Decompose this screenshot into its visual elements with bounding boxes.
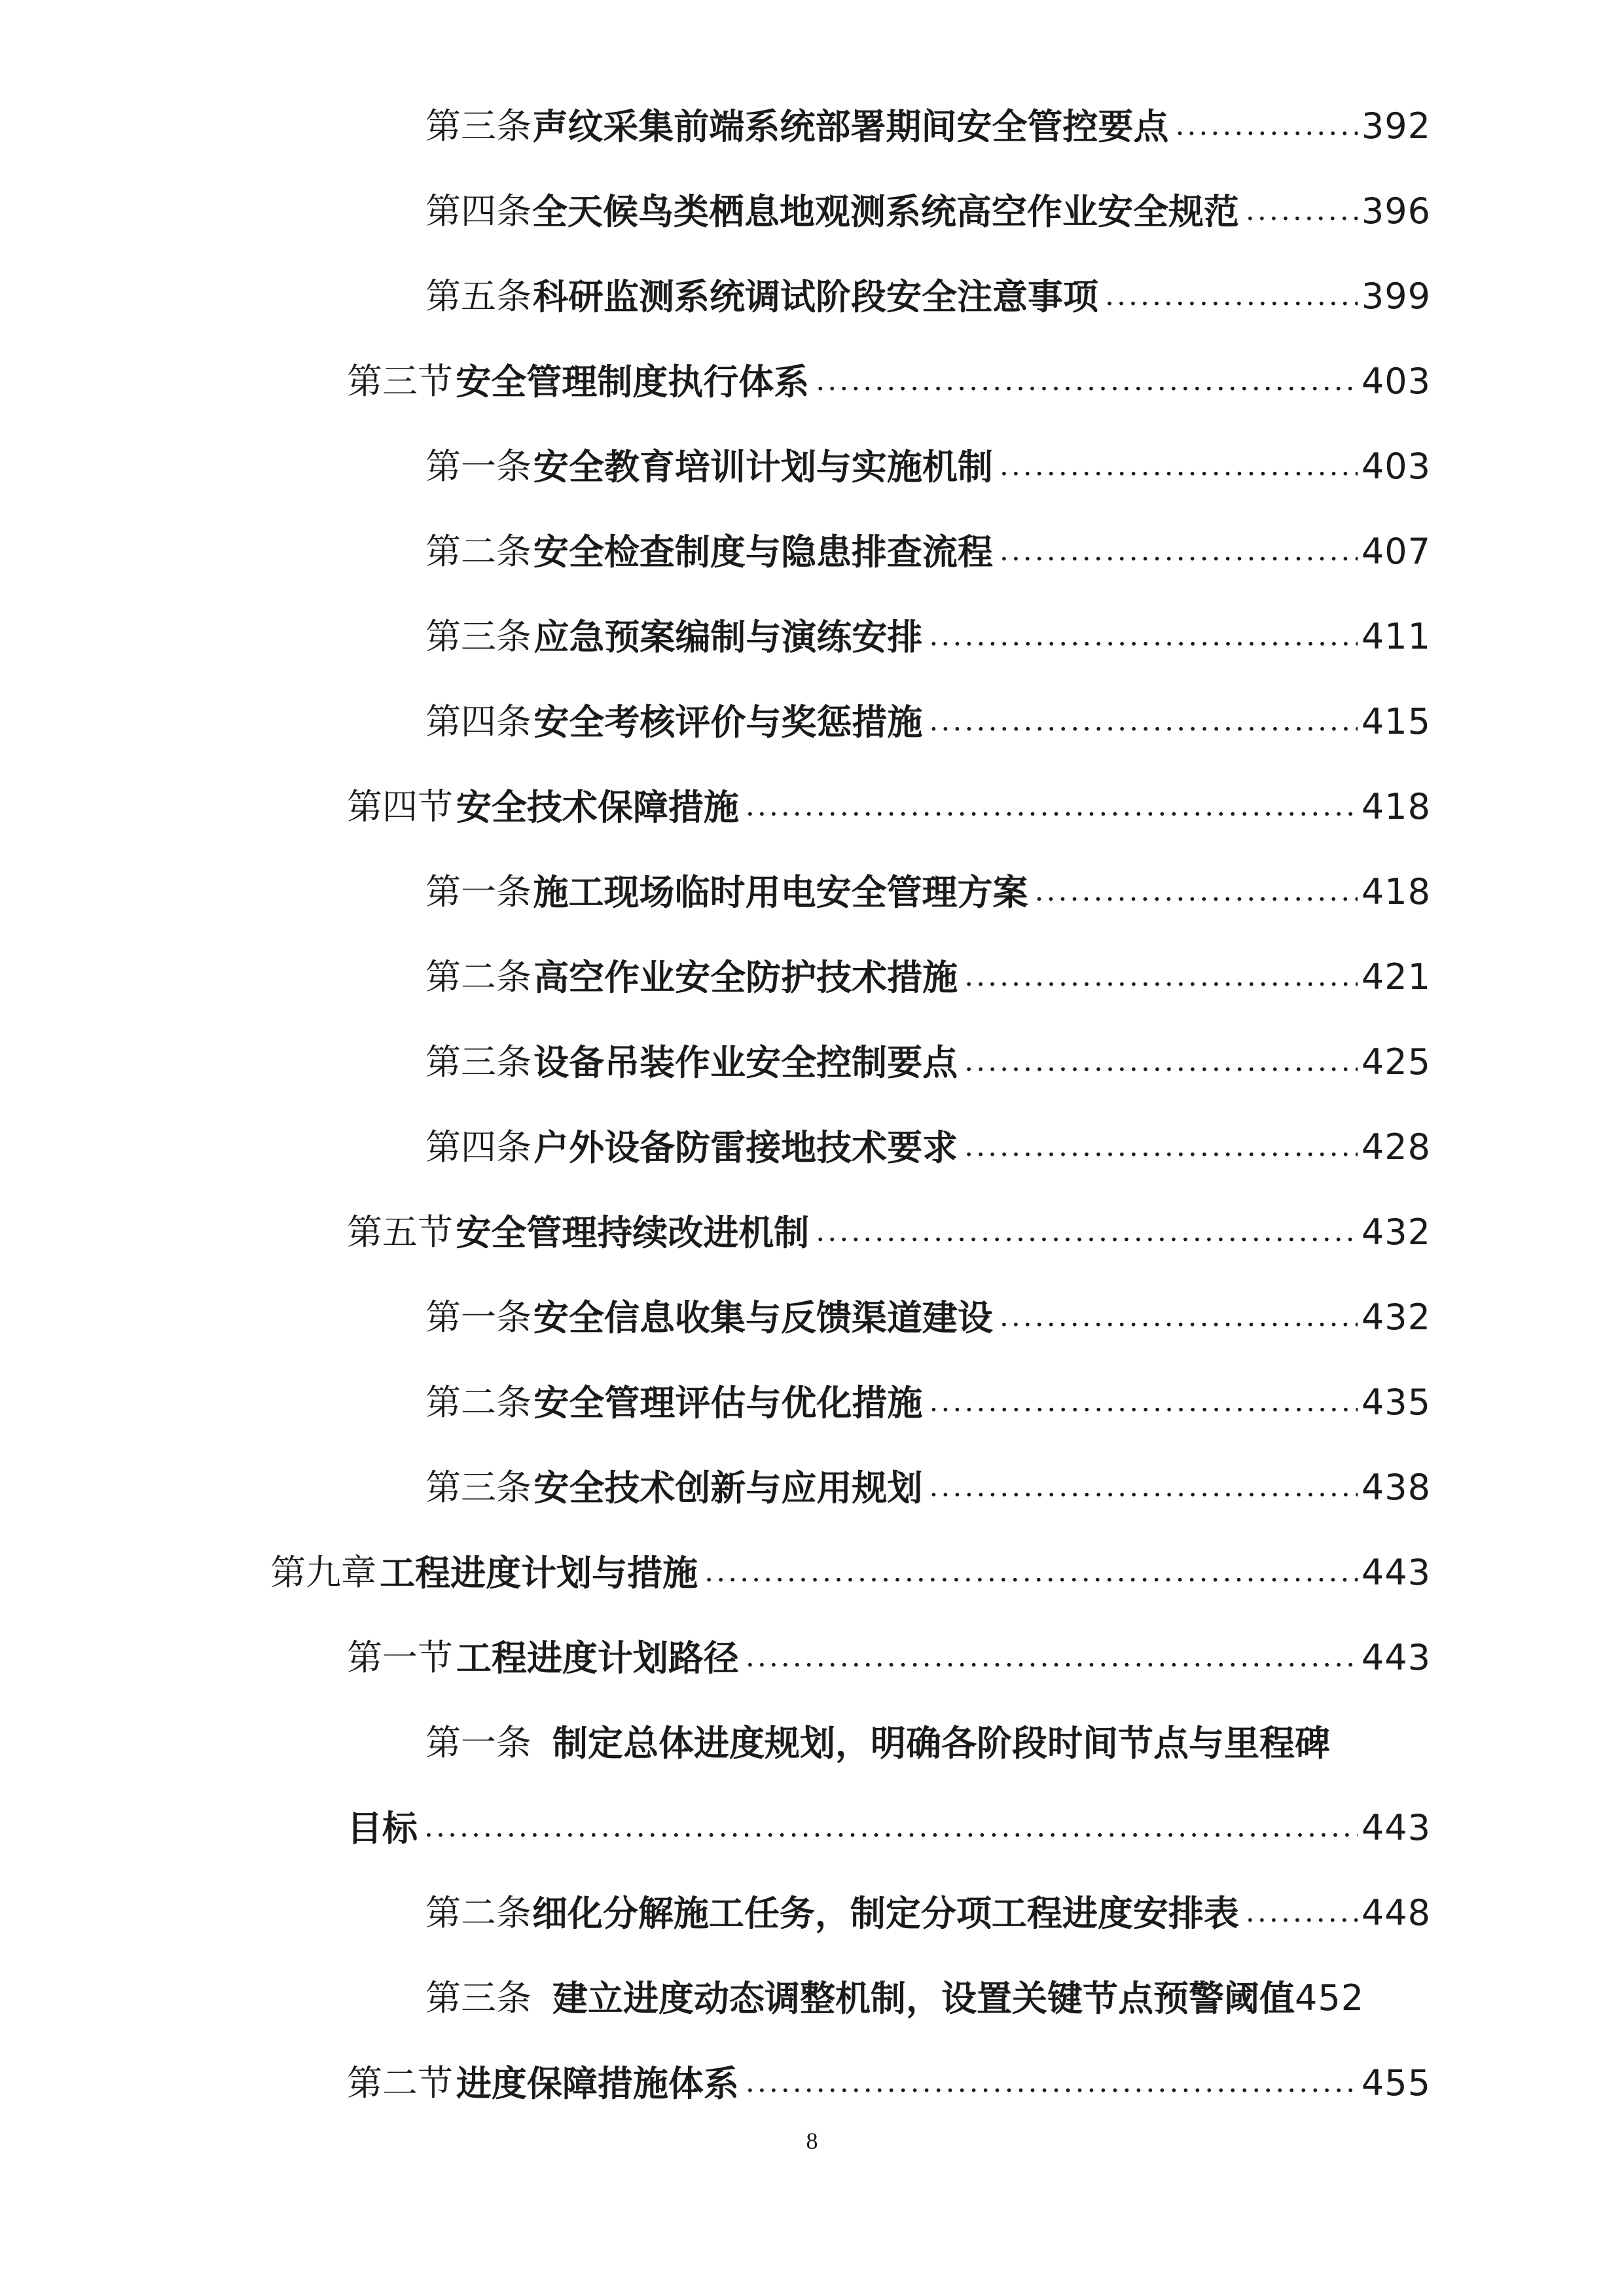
toc-entry-number: 第三条 <box>425 1467 532 1508</box>
toc-entry-page: 435 <box>1361 1382 1431 1423</box>
toc-entry-title: 安全考核评价与奖惩措施 <box>533 701 923 743</box>
toc-entry-page: 443 <box>1361 1552 1431 1593</box>
toc-entry-number: 第三节 <box>347 361 453 402</box>
toc-entry-number: 第一条 <box>425 446 532 487</box>
toc-entry-number: 第一条 <box>425 871 532 912</box>
toc-entry-page: 432 <box>1361 1211 1431 1253</box>
toc-entry-title: 全天候鸟类栖息地观测系统高空作业安全规范 <box>532 190 1239 232</box>
toc-entry[interactable] <box>425 1944 1431 2019</box>
toc-entry-title-continued: 目标 <box>347 1807 418 1849</box>
toc-entry[interactable] <box>425 923 1431 998</box>
toc-entry[interactable] <box>347 1178 1431 1253</box>
toc-entry-title: 施工现场临时用电安全管理方案 <box>533 871 1028 913</box>
dot-leader <box>746 792 1358 821</box>
toc-entry-page: 443 <box>1361 1637 1431 1678</box>
toc-entry-page: 432 <box>1361 1297 1431 1338</box>
toc-entry[interactable] <box>425 583 1431 658</box>
toc-entry[interactable] <box>425 157 1431 232</box>
toc-entry-number: 第四条 <box>425 1126 532 1168</box>
dot-leader <box>929 1388 1358 1416</box>
toc-entry-page: 403 <box>1361 446 1431 487</box>
toc-entry[interactable] <box>425 1859 1431 1934</box>
toc-entry-title: 安全信息收集与反馈渠道建设 <box>533 1297 993 1338</box>
toc-entry[interactable] <box>425 838 1431 913</box>
toc-entry[interactable] <box>425 242 1431 317</box>
dot-leader <box>1246 196 1358 225</box>
dot-leader <box>746 1643 1358 1672</box>
toc-entry[interactable] <box>347 2029 1431 2104</box>
toc-entry-title: 工程进度计划与措施 <box>380 1552 698 1594</box>
dot-leader <box>1000 537 1358 565</box>
toc-entry-page: 438 <box>1361 1467 1431 1508</box>
dot-leader <box>929 707 1358 736</box>
toc-entry-page: 418 <box>1361 786 1431 827</box>
toc-entry-number: 第四条 <box>425 701 532 742</box>
dot-leader <box>1246 1898 1358 1927</box>
toc-entry-number: 第一条 <box>425 1722 532 1763</box>
toc-entry-number: 第五条 <box>425 276 532 317</box>
toc-entry-page: 425 <box>1361 1041 1431 1083</box>
dot-leader <box>964 1132 1358 1161</box>
toc-entry-number: 第四节 <box>347 786 453 827</box>
toc-entry-title: 制定总体进度规划，明确各阶段时间节点与里程碑 <box>552 1722 1330 1764</box>
toc-entry-title: 安全技术创新与应用规划 <box>533 1467 923 1509</box>
page-number: 8 <box>806 2128 818 2154</box>
toc-entry[interactable] <box>270 1518 1431 1594</box>
toc-entry-page: 411 <box>1361 616 1431 657</box>
toc-entry-number: 第四条 <box>425 190 532 232</box>
toc-entry[interactable] <box>425 1348 1431 1424</box>
toc-entry-page: 418 <box>1361 871 1431 912</box>
toc-entry-page: 403 <box>1361 361 1431 402</box>
toc-entry-number: 第二节 <box>347 2062 453 2104</box>
dot-leader <box>1105 281 1358 310</box>
dot-leader <box>1175 111 1357 140</box>
toc-entry[interactable] <box>425 497 1431 573</box>
toc-entry-title: 细化分解施工任务，制定分项工程进度安排表 <box>532 1892 1239 1934</box>
toc-entry-page: 443 <box>1361 1807 1431 1848</box>
toc-entry[interactable] <box>425 1093 1431 1168</box>
dot-leader <box>929 1473 1358 1501</box>
dot-leader <box>929 622 1358 651</box>
dot-leader <box>424 1813 1358 1842</box>
dot-leader <box>1035 877 1358 906</box>
dot-leader <box>746 2068 1358 2097</box>
toc-entry-number: 第一节 <box>347 1637 453 1678</box>
dot-leader <box>964 962 1358 991</box>
toc-entry-page: 452 <box>1295 1977 1365 2018</box>
toc-entry-number: 第三条 <box>425 616 532 657</box>
toc-entry[interactable] <box>347 327 1431 403</box>
toc-entry[interactable] <box>347 1604 1431 1679</box>
toc-entry-title: 声纹采集前端系统部署期间安全管控要点 <box>532 105 1169 147</box>
toc-entry-number: 第一条 <box>425 1297 532 1338</box>
toc-entry[interactable] <box>347 753 1431 828</box>
toc-entry-number: 第三条 <box>425 105 532 147</box>
toc-entry-wrapped-line2[interactable] <box>347 1774 1431 1849</box>
toc-entry-page: 399 <box>1361 276 1431 317</box>
dot-leader <box>816 1217 1358 1246</box>
toc-entry-page: 428 <box>1361 1126 1431 1168</box>
dot-leader <box>704 1558 1358 1587</box>
toc-entry-number: 第五节 <box>347 1211 453 1253</box>
toc-entry-page: 415 <box>1361 701 1431 742</box>
dot-leader <box>1000 1302 1358 1331</box>
toc-entry[interactable] <box>425 1263 1431 1338</box>
toc-entry[interactable] <box>425 668 1431 743</box>
toc-entry-title: 进度保障措施体系 <box>456 2062 739 2104</box>
toc-entry-title: 建立进度动态调整机制，设置关键节点预警阈值 <box>552 1977 1295 2019</box>
toc-entry-title: 安全教育培训计划与实施机制 <box>533 446 993 488</box>
toc-entry-title: 安全管理持续改进机制 <box>456 1211 810 1253</box>
toc-entry-title: 户外设备防雷接地技术要求 <box>533 1126 958 1168</box>
toc-entry-title: 安全技术保障措施 <box>456 786 739 828</box>
toc-entry-wrapped-line1[interactable] <box>425 1689 1330 1764</box>
toc-entry-title: 科研监测系统调试阶段安全注意事项 <box>533 276 1098 317</box>
toc-entry-title: 安全管理制度执行体系 <box>456 361 810 403</box>
toc-entry-number: 第二条 <box>425 1892 532 1933</box>
toc-entry-title: 应急预案编制与演练安排 <box>533 616 923 658</box>
toc-entry-page: 407 <box>1361 531 1431 572</box>
toc-entry[interactable] <box>425 412 1431 488</box>
toc-entry-number: 第三条 <box>425 1977 532 2018</box>
dot-leader <box>1000 452 1358 480</box>
dot-leader <box>964 1047 1358 1076</box>
toc-entry-page: 448 <box>1361 1892 1431 1933</box>
toc-entry[interactable] <box>425 1008 1431 1083</box>
toc-entry[interactable] <box>425 1433 1431 1509</box>
toc-entry-page: 421 <box>1361 956 1431 997</box>
toc-entry-title: 安全检查制度与隐患排查流程 <box>533 531 993 573</box>
toc-entry-title: 安全管理评估与优化措施 <box>533 1382 923 1424</box>
toc-entry-number: 第九章 <box>270 1552 376 1593</box>
toc-entry-page: 396 <box>1361 190 1431 232</box>
toc-entry-page: 392 <box>1361 105 1431 147</box>
toc-entry-title: 高空作业安全防护技术措施 <box>533 956 958 998</box>
toc-entry-page: 455 <box>1361 2062 1431 2104</box>
toc-entry-number: 第二条 <box>425 956 532 997</box>
toc-entry-number: 第三条 <box>425 1041 532 1083</box>
toc-entry[interactable] <box>425 72 1431 147</box>
toc-entry-title: 工程进度计划路径 <box>456 1637 739 1679</box>
toc-entry-number: 第二条 <box>425 531 532 572</box>
toc-entry-number: 第二条 <box>425 1382 532 1423</box>
dot-leader <box>816 367 1358 395</box>
toc-entry-title: 设备吊装作业安全控制要点 <box>533 1041 958 1083</box>
